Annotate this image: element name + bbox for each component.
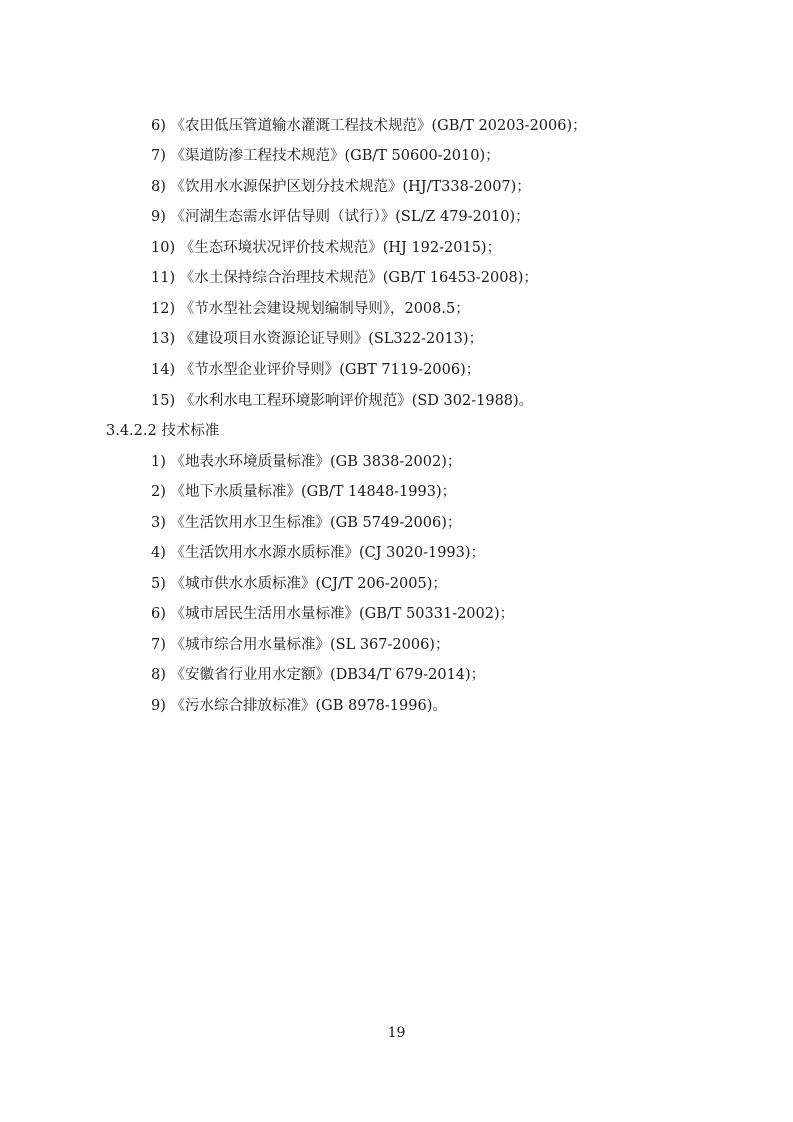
list-item: 14) 《节水型企业评价导则》(GBT 7119-2006)； — [151, 362, 481, 378]
list-item: 4) 《生活饮用水水源水质标准》(CJ 3020-1993)； — [151, 545, 486, 561]
list-item: 3) 《生活饮用水卫生标准》(GB 5749-2006)； — [151, 515, 462, 531]
list-item: 6) 《城市居民生活用水量标准》(GB/T 50331-2002)； — [151, 606, 515, 622]
list-item: 12) 《节水型社会建设规划编制导则》，2008.5； — [151, 301, 470, 317]
list-item: 7) 《渠道防渗工程技术规范》(GB/T 50600-2010)； — [151, 148, 500, 164]
list-item: 7) 《城市综合用水量标准》(SL 367-2006)； — [151, 637, 450, 653]
list-item: 1) 《地表水环境质量标准》(GB 3838-2002)； — [151, 454, 462, 470]
list-item: 9) 《污水综合排放标准》(GB 8978-1996)。 — [151, 698, 447, 714]
section-heading: 3.4.2.2 技术标准 — [106, 423, 220, 439]
list-item: 5) 《城市供水水质标准》(CJ/T 206-2005)； — [151, 576, 447, 592]
list-item: 13) 《建设项目水资源论证导则》(SL322-2013)； — [151, 331, 484, 347]
list-item: 2) 《地下水质量标准》(GB/T 14848-1993)； — [151, 484, 457, 500]
list-item: 8) 《饮用水水源保护区划分技术规范》(HJ/T338-2007)； — [151, 179, 531, 195]
list-item: 11) 《水土保持综合治理技术规范》(GB/T 16453-2008)； — [151, 270, 538, 286]
list-item: 15) 《水利水电工程环境影响评价规范》(SD 302-1988)。 — [151, 393, 534, 409]
page-number: 19 — [387, 1025, 406, 1041]
list-item: 8) 《安徽省行业用水定额》(DB34/T 679-2014)； — [151, 667, 486, 683]
list-item: 9) 《河湖生态需水评估导则（试行）》(SL/Z 479-2010)； — [151, 209, 530, 225]
list-item: 10) 《生态环境状况评价技术规范》(HJ 192-2015)； — [151, 240, 502, 256]
list-item: 6) 《农田低压管道输水灌溉工程技术规范》(GB/T 20203-2006)； — [151, 118, 587, 134]
